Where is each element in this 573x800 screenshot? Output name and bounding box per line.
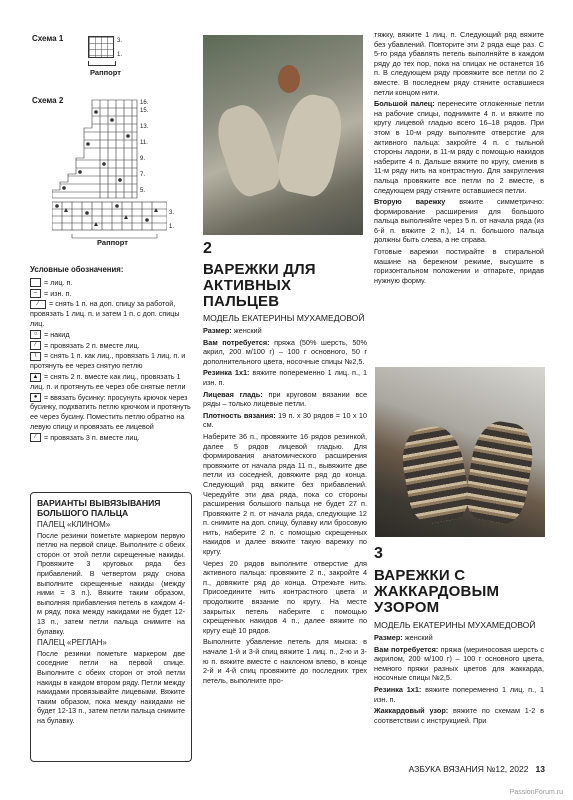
schema2-row-15: 15. xyxy=(140,108,149,114)
bead-symbol-icon: ● xyxy=(30,393,41,402)
double-decrease-symbol-icon: ▲ xyxy=(30,373,41,382)
mitten-left xyxy=(210,99,285,200)
page-number: 13 xyxy=(535,764,545,774)
model2-number: 2 xyxy=(203,240,212,257)
cross-symbol-icon: ⁄ xyxy=(30,300,46,309)
schema1-chart xyxy=(88,36,114,58)
legend-item: ○ = накид xyxy=(30,330,195,340)
ssk-symbol-icon: \ xyxy=(30,352,41,361)
model2-author: МОДЕЛЬ ЕКАТЕРИНЫ МУХАМЕДОВОЙ xyxy=(203,313,365,323)
purl-symbol-icon: – xyxy=(30,289,41,298)
model3-title: ВАРЕЖКИ С ЖАККАРДОВЫМ УЗОРОМ xyxy=(374,567,500,616)
schema2-row-11: 11. xyxy=(140,140,148,146)
footer xyxy=(409,764,545,774)
magazine-name: АЗБУКА ВЯЗАНИЯ №12, 2022 xyxy=(408,764,529,774)
schema1-row-1: 1. xyxy=(117,52,123,58)
legend-item: ▲ = снять 2 п. вместе как лиц., провязать 1 лиц. п. и протянуть ее через обе снятые петли xyxy=(30,371,186,391)
mitten-fingertip xyxy=(278,65,300,93)
schema2-rapport: Раппорт xyxy=(97,238,128,247)
watermark: PassionForum.ru xyxy=(509,789,563,796)
schema2-row-7: 7. xyxy=(140,172,146,178)
schema2-row-1: 1. xyxy=(169,224,175,230)
legend xyxy=(30,265,195,444)
legend-item: ● = ввязать бусинку: просунуть крючок через бусинку, подхватить петлю крючком и протянуть ее через бусину. Поместить петлю обратно на левую спицу и провязать ее лицевой xyxy=(30,392,191,431)
legend-title: Условные обозначения: xyxy=(30,265,124,274)
legend-item: \ = снять 1 п. как лиц., провязать 1 лиц. п. и протянуть ее через снятую петлю xyxy=(30,351,186,371)
schema2-row-13: 13. xyxy=(140,124,149,130)
model2-body: Размер: женский Вам потребуется: пряжа (50% шерсть, 50% акрил, 200 м/100 г) – 100 г основного, 50 г дополнительного цвета, носочные спицы №2,5. Резинка 1х1: вяжите попеременно 1 лиц. п., 1 изн. п. Лицевая гладь: при круговом вязании все ряды – только лицевые петли. Плотность вязания: 19 п. х 30 рядов = 10 х 10 см. Наберите 36 п., провяжите 16 рядов резинкой, далее 5 рядов лицевой гладью. Для формирования анатомического расширения провяжите от начала ряда 11 п., вывяжите две петли из соседней, довяжите ряд до конца. Следующий ряд вяжите без прибавлений. Чередуйте эти два ряда, пока со стороны расширения большого пальца не будет 27 п. Провяжите 2 п. от начала ряда, следующие 12 п. снимите на доп. спицу, булавку или бросовую нить, наберите 2 п. с помощью скрещенных накидов и далее вяжите такую варежку по кругу. Через 20 рядов выполните отверстие для активного пальца: провяжите 2 п., закройте 4 п., довяжите ряд до конца. Отрежьте нить. Присоедините нить контрастного цвета и продолжите вязание по кругу. На месте закрытых петель наберите с помощью скрещенных накидов 4 п., далее вяжите по кругу ещё 10 рядов. Выполните убавление петель для мыска: в начале 1-й и 3-й спиц вяжите 1 лиц. п., 2-ю и 3-ю п. вяжите вместе с наклоном влево, в конце 2-й и 4-й спиц провяжите до последних трех петель, выполните про- xyxy=(203,326,368,685)
mittens-photo-1 xyxy=(203,35,363,235)
box-title: ВАРИАНТЫ ВЫВЯЗЫВАНИЯ БОЛЬШОГО ПАЛЬЦА xyxy=(37,498,161,518)
legend-item: ⁄ = провязать 2 п. вместе лиц. xyxy=(30,341,195,351)
col3-body: тяжку, вяжите 1 лиц. п. Следующий ряд вяжите без убавлений. Повторите эти 2 ряда еще раз. С 5-го ряда убавлять петель выполняйте в каждом ряду до тех пор, пока на спицах не останется 16 п. В следующем ряду провяжите все петли по 2 вместе. В последнем ряду стяните оставшиеся петли концом нити. Большой палец: перенесите отложенные петли на рабочие спицы, поднимите 4 п. и вяжите по кругу лицевой гладью всего 16–18 рядов. При этом в 10-м ряду выполните отверстие для активного пальца: закройте 4 п. с тыльной стороны ладони, в 11-м ряду с помощью накидов наберите 4 п. Дальше вяжите по кругу, сменив в 11-м ряду нить на контрастную. Для закругления пальца провяжите все петли по 2 вместе, в следующем ряду стяните оставшиеся петли. Вторую варежку вяжите симметрично: формирование расширения для большого пальца выполняйте через 5 п. от начала ряда (из 6-й п. вяжите 2 п.), 14 п. большого пальца должны быть слева, а не справа. Готовые варежки постирайте в стиральной машине на бережном режиме, высушите в горизонтальном положении и отпарьте, придав нужную форму. xyxy=(374,30,545,285)
box-text-raglan: После резинки пометьте маркером две соседние петли на первой спице. Выполните с обеих сторон от этой петли накиды в каждом втором ряду. Петли между накидами провязывайте лицевыми. Вяжите таким образом, пока между накидами не будет 12-13 п., затем петли пальца снимите на булавку. xyxy=(37,648,185,725)
schema2-row-16: 16. xyxy=(140,100,149,106)
schema1-rapport-bracket xyxy=(88,61,116,66)
k2tog-symbol-icon: ⁄ xyxy=(30,341,41,350)
schema2-row-3: 3. xyxy=(169,210,175,216)
k3tog-symbol-icon: ⁄ xyxy=(30,433,41,442)
model3-body: Размер: женский Вам потребуется: пряжа (мериносовая шерсть с акрилом, 200 м/100 г) – 100 г основного цвета, немного пряжи разных цветов для жаккарда, носочные спицы №2,5. Резинка 1х1: вяжите попеременно 1 лиц. п., 1 изн. п. Жаккардовый узор: вяжите по схемам 1-2 в соответствии с инструкцией. При xyxy=(374,633,545,725)
schema2-chart xyxy=(52,98,167,246)
schema1-row-3: 3. xyxy=(117,38,123,44)
box-subtitle-raglan: ПАЛЕЦ «РЕГЛАН» xyxy=(37,638,107,648)
mittens-photo-2 xyxy=(375,367,545,537)
box-subtitle-wedge: ПАЛЕЦ «КЛИНОМ» xyxy=(37,520,111,529)
schema2-row-5: 5. xyxy=(140,188,146,194)
model3-number: 3 xyxy=(374,545,383,562)
schema1-label: Схема 1 xyxy=(32,34,64,43)
schema1-rapport: Раппорт xyxy=(90,68,121,77)
model3-author: МОДЕЛЬ ЕКАТЕРИНЫ МУХАМЕДОВОЙ xyxy=(374,620,536,630)
model2-title: ВАРЕЖКИ ДЛЯ АКТИВНЫХ ПАЛЬЦЕВ xyxy=(203,261,316,310)
thumb-variants-box xyxy=(30,492,192,762)
legend-item: ⁄ = снять 1 п. на доп. спицу за работой, провязать 1 лиц. п. и затем 1 п. с доп. спицы лиц. xyxy=(30,299,180,328)
schema2-label: Схема 2 xyxy=(32,96,64,105)
legend-item: = лиц. п. xyxy=(30,278,195,288)
jacquard-mitten-right xyxy=(462,418,538,527)
mitten-right xyxy=(273,90,348,199)
jacquard-mitten-left xyxy=(397,423,473,527)
yarn-over-symbol-icon: ○ xyxy=(30,330,41,339)
legend-item: ⁄ = провязать 3 п. вместе лиц. xyxy=(30,433,195,443)
knit-symbol-icon xyxy=(30,278,41,287)
legend-item: – = изн. п. xyxy=(30,289,195,299)
box-text-wedge: После резинки пометьте маркером первую петлю на первой спице. Выполните с обеих сторон от этой петли скрещенные накиды. Провяжите 3 круговых ряда без прибавлений. В четвертом ряду снова выполните скрещенные накиды (между ними = 3 п.). Вяжите таким образом, выполняя прибавления петель в каждом 4-м ряду, пока между накидами не будет 12-13 п., затем петли пальца снимите на булавку. xyxy=(37,530,185,636)
schema2-row-9: 9. xyxy=(140,156,146,162)
